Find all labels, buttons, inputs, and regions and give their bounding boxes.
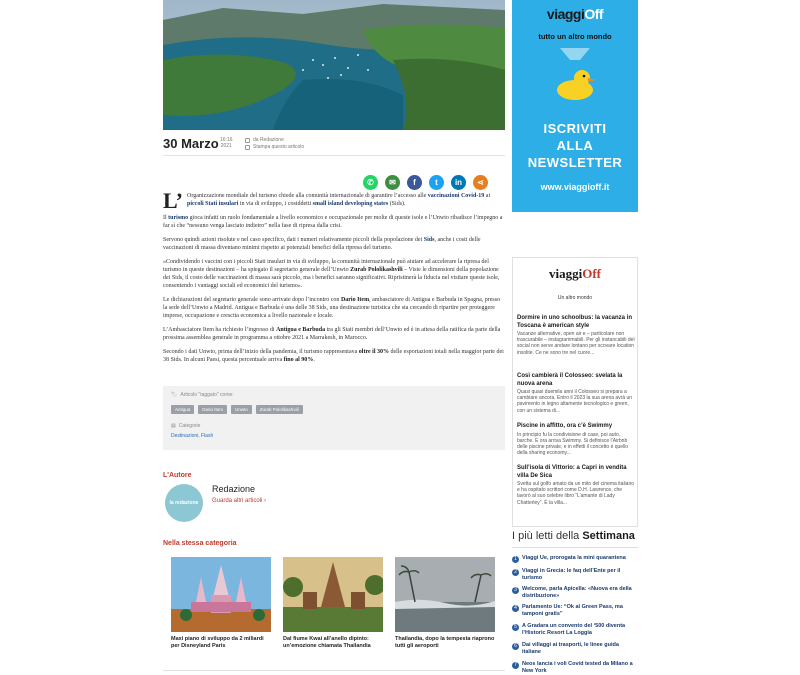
most-read-title: Neos lancia i voli Covid tested da Milano a New York — [522, 661, 633, 674]
rubber-duck-icon — [550, 48, 600, 108]
most-read-title: A Gradara un convento del ‘500 diventa l’Historic Resort La Loggia — [522, 623, 626, 636]
most-read-item[interactable] — [512, 604, 638, 618]
most-read-title: Dai villaggi ai trasporti, le linee guida italiane — [522, 642, 619, 655]
article-hero-image — [163, 0, 505, 130]
widget-item[interactable]: Dormire in uno schoolbus: la vacanza in Toscana è american style Vacanze alternative, open air e – particolare non trascurabile – instagrammabili. Per gli instancabili del social non serve andare lontano per scovare location insolite. Ce ne sono tre nel cuore... — [517, 315, 635, 356]
print-article-link[interactable]: Stampa questo articolo — [245, 144, 304, 150]
article-meta-bar — [163, 134, 505, 156]
paragraph-4: «Condividendo i vaccini con i piccoli Stati insulari in via di sviluppo, la comunità internazionale può aiutare ad accelerare la ripresa del turismo in queste destinazioni – ha spiegato il segretario generale dell’Unwto Zurab Pololikashvili – Viste le dimensioni della popolazione dei Sids, il costo delle vaccinazioni di massa sarà piccolo, ma i benefici saranno significativi. Ripristinerà la fiducia nel visitare queste isole, consentendo i vantaggi sociali ed economici del turismo». — [163, 259, 500, 289]
print-icon — [245, 145, 250, 150]
widget-item[interactable]: Così cambierà il Colosseo: svelata la nuova arena Quasi quasi duemila anni il Colosseo si prepara a cambiare ancora. Entro il 2023 la sua arena avrà un pavimento in legno altamente tecnologico e green, con un sistema di... — [517, 373, 633, 414]
related-card[interactable] — [171, 557, 271, 650]
author-heading: L'Autore — [163, 472, 192, 479]
tags-box — [163, 386, 505, 450]
disneyland-image — [171, 557, 271, 632]
author-name: Redazione — [212, 484, 256, 494]
tags-title: 🏷 Articolo "taggato" come: — [171, 392, 234, 398]
author-line: da Redazione — [245, 137, 284, 143]
divider — [512, 547, 638, 548]
number-badge: 4 — [512, 605, 519, 612]
number-badge: 2 — [512, 569, 519, 576]
number-badge: 6 — [512, 643, 519, 650]
facebook-icon[interactable]: f — [407, 175, 422, 190]
related-card-title: Dal fiume Kwai all’anello dipinto: un’emozione chiamata Thailandia — [283, 636, 371, 649]
related-card[interactable] — [283, 557, 383, 650]
twitter-icon[interactable]: t — [429, 175, 444, 190]
paragraph-2: Il turismo gioca infatti un ruolo fondamentale a livello economico e occupazionale per molte di queste isole e l’Unwto ribadisce l’impegno a far sì che “nessuno venga lasciato indietro” nella fase di ripresa dalla crisi. — [163, 215, 503, 229]
newsletter-cta: ISCRIVITI ALLA NEWSLETTER — [527, 121, 623, 170]
categories-title: ▤ Categorie — [171, 423, 201, 429]
viaggioff-logo: viaggiOff — [546, 6, 604, 22]
paragraph-5: Le dichiarazioni del segretario generale sono arrivate dopo l’incontro con Dario Item, ambasciatore di Antigua e Barbuda in Spagna, presso la sede dell’Unwto a Madrid. Antigua e Barbuda è una delle 38 Sids, una destinazione turistica che sta cercando di ripartire per proteggere imprese, occupazione e crescita economica a livello nazionale e locale. — [163, 297, 501, 319]
storm-image — [395, 557, 495, 632]
widget-item[interactable]: Sull’isola di Vittorio: a Capri in vendita villa De Sica Svetta sul golfo amato da un mito del cinema italiano e ha ospitato scrittori come D.H. Lawrence, che lavorò al suo celebre libro “L’amante di Lady Chatterley”. È la villa... — [517, 465, 635, 506]
email-icon[interactable]: ✉ — [385, 175, 400, 190]
related-card[interactable] — [395, 557, 495, 650]
tag-zurab[interactable]: Zurab Pololikashvili — [256, 405, 303, 414]
viaggioff-widget-logo: viaggiOff — [548, 266, 601, 281]
newsletter-banner[interactable] — [512, 0, 638, 212]
widget-item[interactable]: Piscine in affitto, ora c’è Swimmy In principio fu la condivisione di case, poi auto, barche. E ora arriva Swimmy. Si definisce l’Airbnb delle piscine private, e in effetti il concetto è quello della sharing economy... — [517, 423, 629, 457]
number-badge: 7 — [512, 662, 519, 669]
tag-antigua[interactable]: Antigua — [171, 405, 194, 414]
share-icon[interactable]: ⋖ — [473, 175, 488, 190]
tag-list — [171, 405, 497, 414]
paragraph-3: Servono quindi azioni risolute e nel caso specifico, dati i numeri relativamente piccoli della popolazione dei Sids, anche i costi delle vaccinazioni di massa diventano minimi rispetto ai potenziali benefici della ripresa del turismo. — [163, 237, 481, 251]
article-time: 16:16 2021 — [220, 137, 233, 149]
tag-icon: 🏷 — [171, 392, 178, 398]
most-read-title: Viaggi in Grecia: le faq dell’Ente per il turismo — [522, 568, 621, 581]
divider — [163, 670, 505, 671]
related-card-title: Maxi piano di sviluppo da 2 miliardi per Disneyland Paris — [171, 636, 264, 649]
sidebar — [512, 0, 638, 675]
more-articles-link[interactable]: Guarda altri articoli › — [212, 498, 267, 504]
banner-tagline: tutto un altro mondo — [538, 32, 612, 41]
paragraph-7: Secondo i dati Unwto, prima dell’inizio della pandemia, il turismo rappresentava oltre il 30% delle esportazioni totali nella maggior parte dei 38 Sids. In alcuni Paesi, questa percentuale arriva fino al 90%. — [163, 349, 504, 363]
linkedin-icon[interactable]: in — [451, 175, 466, 190]
same-category-heading: Nella stessa categoria — [163, 540, 237, 547]
paragraph-1: L’ Organizzazione mondiale del turismo chiede alla comunità internazionale di garantire l’accesso alle vaccinazioni Covid-19 ai piccoli Stati insulari in via di sviluppo, i cosiddetti small island developing states (Sids). — [163, 188, 491, 213]
paragraph-6: L’Ambasciatore Item ha richiesto l’ingresso di Antigua e Barbuda tra gli Stati membri dell’Unwto ed è in attesa della ratifica da parte della prossima assemblea generale in programma a ottobre 2021 a Marrakesh, in Marocco. — [163, 327, 501, 341]
most-read-item[interactable] — [512, 661, 638, 675]
most-read-title: Welcome, parla Apicella: «Nuova era della distribuzione» — [522, 586, 632, 599]
dropcap: L’ — [163, 188, 183, 213]
viaggioff-widget — [512, 257, 638, 527]
most-read-item[interactable] — [512, 642, 638, 656]
categories-links[interactable]: Destinazioni, Flash — [171, 433, 214, 439]
thailand-temple-image — [283, 557, 383, 632]
folder-icon: ▤ — [171, 423, 176, 429]
number-badge: 5 — [512, 624, 519, 631]
most-read-item[interactable] — [512, 586, 638, 600]
article-body — [163, 188, 505, 370]
user-icon — [245, 138, 250, 143]
share-buttons — [363, 175, 488, 190]
related-card-title: Thailandia, dopo la tempesta riaprono tutti gli aeroporti — [395, 636, 495, 649]
main-column — [163, 0, 505, 675]
banner-url: www.viaggioff.it — [540, 182, 610, 192]
number-badge: 3 — [512, 587, 519, 594]
most-read-item[interactable] — [512, 555, 638, 563]
author-avatar: la redazione — [165, 484, 203, 522]
harbour-photo — [163, 0, 505, 130]
most-read-heading: I più letti della Settimana — [512, 530, 635, 542]
most-read-title: Viaggi Ue, prorogata la mini quarantena — [522, 555, 626, 561]
tag-dario-item[interactable]: Dario Item — [198, 405, 227, 414]
most-read-title: Parlamento Ue: “Ok al Green Pass, ma tamponi gratis” — [522, 604, 623, 617]
tag-unwto[interactable]: Unwto — [231, 405, 252, 414]
article-date: 30 Marzo — [163, 136, 219, 151]
viaggioff-widget-subtitle: Un altro mondo — [557, 295, 593, 301]
most-read-item[interactable] — [512, 623, 638, 637]
number-badge: 1 — [512, 556, 519, 563]
most-read-item[interactable] — [512, 568, 638, 582]
whatsapp-icon[interactable]: ✆ — [363, 175, 378, 190]
